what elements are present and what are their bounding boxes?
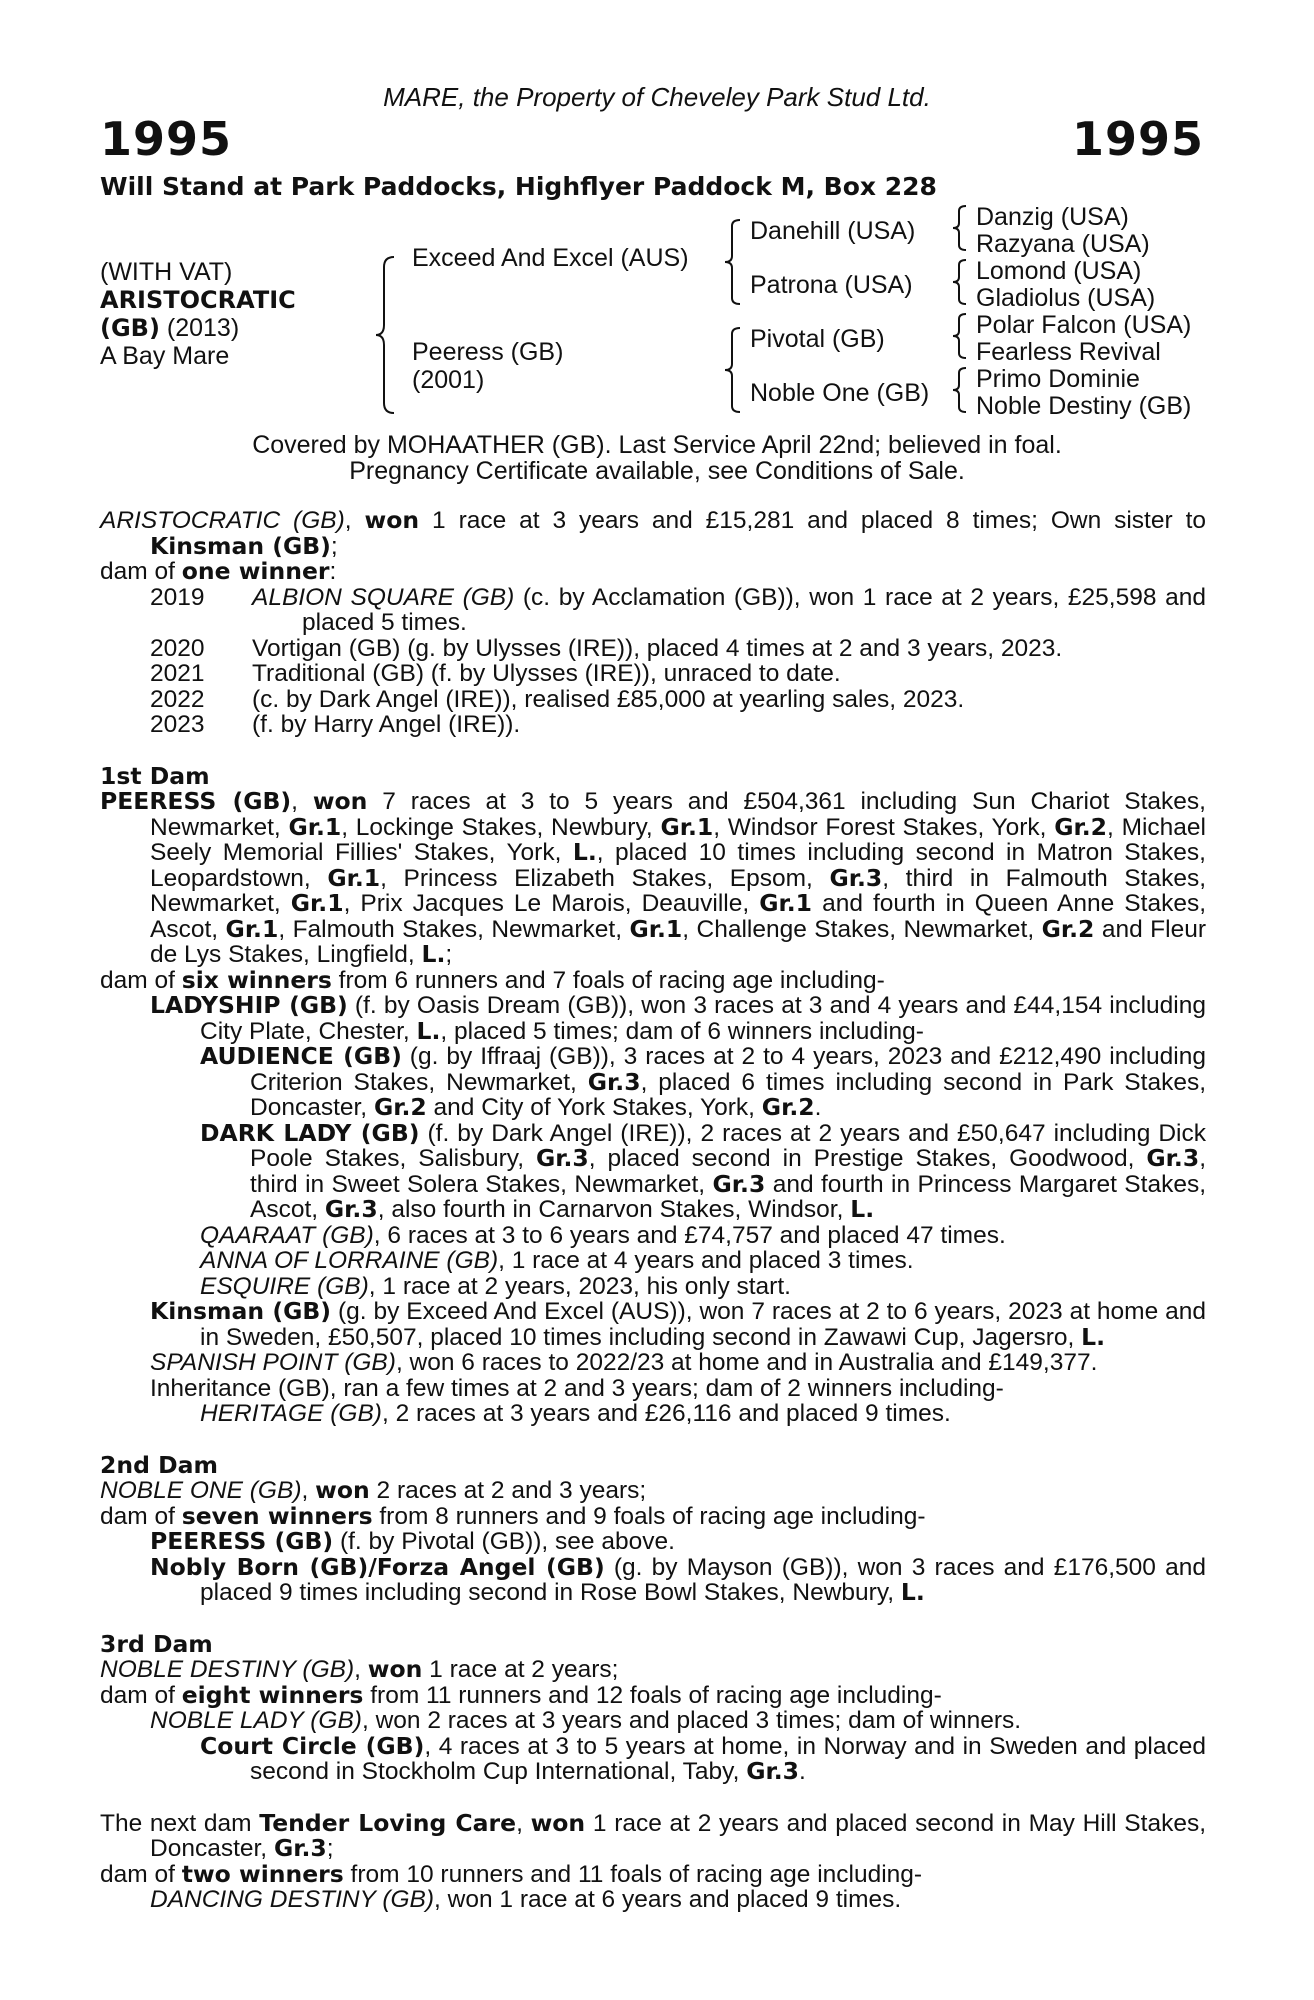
winners-count: eight winners: [181, 1680, 364, 1709]
won-label: won: [530, 1808, 586, 1837]
pedigree-dam-year: (2001): [412, 366, 485, 394]
property-line: MARE, the Property of Cheveley Park Stud Ltd.: [383, 82, 931, 112]
pedigree-brace-1: [372, 255, 398, 415]
text: The next dam: [100, 1809, 260, 1837]
winners-count: six winners: [181, 965, 332, 994]
covered-line-1: Covered by MOHAATHER (GB). Last Service April 22nd; believed in foal.: [252, 431, 1062, 459]
progeny-row: [100, 636, 1206, 662]
progeny-text: [252, 585, 1206, 636]
text: , placed 5 times; dam of 6 winners including-: [440, 1017, 924, 1045]
text: (g. by Exceed And Excel (AUS)), won 7 races at 2 to 6 years, 2023 at home and in Sweden, £50,507, placed 10 times including second in Zawawi Cup, Jagersro,: [200, 1298, 1207, 1351]
progeny-name: HERITAGE (GB): [200, 1400, 382, 1427]
intro-end: ;: [330, 532, 338, 560]
text: .: [799, 1758, 806, 1785]
winners-count: two winners: [181, 1859, 344, 1888]
text: , third in Sweet Solera Stakes, Newmarket,: [250, 1145, 1206, 1198]
pedigree-dam-sire: Pivotal (GB): [750, 325, 885, 353]
dam-of: dam of: [100, 1502, 182, 1530]
text: , Prix Jacques Le Marois, Deauville,: [343, 890, 760, 917]
won-label: won: [364, 506, 420, 534]
horse-description: A Bay Mare: [100, 342, 230, 370]
dam-name: NOBLE DESTINY (GB): [100, 1656, 355, 1683]
second-dam-record: [100, 1478, 1206, 1504]
text: and fourth in Queen Anne Stakes, Ascot,: [150, 890, 1207, 943]
text: and City of York Stakes, York,: [426, 1094, 762, 1121]
text: , won 1 race at 6 years and placed 9 times.: [434, 1886, 902, 1913]
progeny-name: Kinsman (GB): [150, 1297, 332, 1325]
dam-of: dam of: [100, 1681, 182, 1709]
grade: Gr.3: [587, 1067, 641, 1096]
sister-name: Kinsman (GB): [150, 531, 331, 560]
horse-year: (2013): [166, 314, 240, 342]
pedigree-brace-5: [950, 258, 970, 306]
grade: Gr.1: [288, 812, 342, 841]
next-dam-produce: [100, 1859, 1206, 1888]
progeny-detail: Vortigan (GB) (g. by Ulysses (IRE)), placed 4 times at 2 and 3 years, 2023.: [252, 634, 1063, 662]
progeny-year: 2022: [150, 685, 205, 713]
text: (g. by Mayson (GB)), won 3 races and £176,500 and placed 9 times including second in Rose Bowl Stakes, Newbury,: [200, 1553, 1206, 1606]
grade: Gr.3: [746, 1757, 799, 1785]
text: 1 race at 2 years;: [422, 1656, 619, 1683]
colon: :: [329, 558, 337, 585]
text: and Fleur de Lys Stakes, Lingfield,: [150, 915, 1206, 968]
pedigree-brace-4: [950, 204, 970, 252]
grade: Gr.3: [712, 1169, 766, 1198]
progeny-name: Court Circle (GB): [200, 1731, 425, 1760]
text: from 8 runners and 9 foals of racing age including-: [372, 1502, 926, 1530]
third-dam-record: [100, 1657, 1206, 1683]
pedigree-dsd: Fearless Revival: [976, 338, 1161, 366]
grade: Gr.2: [1054, 812, 1108, 841]
horse-country-year: [100, 314, 239, 342]
text: ;: [445, 941, 453, 968]
pedigree-brace-7: [950, 366, 970, 414]
spanish-point-entry: [100, 1350, 1206, 1376]
text: ;: [326, 1835, 334, 1862]
pedigree-brace-6: [950, 312, 970, 360]
grade: Gr.3: [324, 1195, 378, 1223]
text: , 6 races at 3 to 6 years and £74,757 and placed 47 times.: [373, 1221, 1006, 1249]
text: .: [814, 1094, 822, 1121]
dancing-destiny-entry: [100, 1887, 1206, 1913]
lot-number-right: 1995: [1071, 112, 1204, 166]
progeny-name: AUDIENCE (GB): [200, 1042, 402, 1070]
progeny-name: ESQUIRE (GB): [200, 1272, 369, 1300]
progeny-name: ANNA OF LORRAINE (GB): [200, 1247, 499, 1274]
nobly-born-entry: [100, 1552, 1206, 1606]
second-dam-heading: 2nd Dam: [100, 1450, 218, 1479]
text: and fourth in Princess Margaret Stakes, Ascot,: [250, 1170, 1207, 1223]
text: , Challenge Stakes, Newmarket,: [682, 915, 1042, 943]
progeny-name: Nobly Born (GB)/Forza Angel (GB): [150, 1552, 605, 1581]
progeny-name: ALBION SQUARE (GB): [252, 583, 515, 611]
grade: Gr.1: [759, 889, 813, 917]
pedigree-sire: Exceed And Excel (AUS): [412, 244, 689, 272]
text: , Windsor Forest Stakes, York,: [713, 813, 1055, 841]
winners-count: one winner: [181, 557, 330, 585]
first-dam-produce: [100, 965, 1206, 994]
progeny-name: DANCING DESTINY (GB): [150, 1886, 435, 1913]
progeny-name: QAARAAT (GB): [200, 1221, 374, 1249]
first-dam-record: PEERESS (GB), won 7 races at 3 to 5 years and £504,361 including Sun Chariot Stakes, Newmarket, Gr.1, Lockinge Stakes, Newbury, Gr.1, Windsor Forest Stakes, York, Gr.2, Michael Seely Memorial Fillies' Stakes, York, L., placed 10 times including second in Matron Stakes, Leopardstown, Gr.1, Princess Elizabeth Stakes, Epsom, Gr.3, third in Falmouth Stakes, Newmarket, Gr.1, Prix Jacques Le Marois, Deauville, Gr.1 and fourth in Queen Anne Stakes, Ascot, Gr.1, Falmouth Stakes, Newmarket, Gr.1, Challenge Stakes, Newmarket, Gr.2 and Fleur de Lys Stakes, Lingfield, L.;: [100, 787, 1207, 968]
progeny-detail: (c. by Dark Angel (IRE)), realised £85,000 at yearling sales, 2023.: [252, 685, 965, 713]
grade: L.: [572, 838, 597, 866]
stand-location: Will Stand at Park Paddocks, Highflyer Paddock M, Box 228: [100, 172, 937, 201]
pedigree-sdd: Gladiolus (USA): [976, 284, 1156, 312]
text: , Michael Seely Memorial Fillies' Stakes, York,: [150, 813, 1206, 866]
grade: Gr.1: [290, 889, 344, 917]
progeny-name: DARK LADY (GB): [200, 1118, 420, 1147]
sep: ,: [516, 1809, 531, 1837]
peeress-entry: [100, 1529, 1206, 1555]
esquire-entry: [100, 1274, 1206, 1300]
pedigree-sds: Lomond (USA): [976, 257, 1142, 285]
pedigree-brace-3: [722, 326, 744, 414]
kinsman-entry: [100, 1299, 1206, 1350]
ladyship-entry: [100, 993, 1206, 1044]
grade: L.: [416, 1016, 441, 1045]
progeny-row: [100, 585, 1206, 636]
next-dam-record: [100, 1808, 1206, 1862]
grade: Gr.1: [629, 914, 683, 943]
progeny-year: 2019: [150, 583, 205, 611]
third-dam-heading: 3rd Dam: [100, 1629, 213, 1658]
progeny-row: [100, 687, 1206, 713]
progeny-row: [100, 661, 1206, 687]
pedigree-brace-2: [722, 218, 744, 306]
pedigree-dam-dam: Noble One (GB): [750, 379, 930, 407]
grade: Gr.2: [1041, 914, 1095, 943]
sep: ,: [301, 1477, 316, 1504]
intro-text: 1 race at 3 years and £15,281 and placed 8 times; Own sister to: [419, 507, 1206, 534]
dam-of: dam of: [100, 558, 182, 585]
anna-entry: [100, 1248, 1206, 1274]
text: , 2 races at 3 years and £26,116 and placed 9 times.: [381, 1400, 951, 1427]
grade: Gr.1: [225, 914, 279, 943]
progeny-name: NOBLE LADY (GB): [150, 1707, 362, 1734]
progeny-year: 2020: [150, 634, 205, 662]
text: , won 6 races to 2022/23 at home and in Australia and £149,377.: [395, 1349, 1098, 1376]
grade: Gr.3: [1146, 1144, 1200, 1172]
text: , Lockinge Stakes, Newbury,: [341, 813, 661, 841]
progeny-detail: (f. by Harry Angel (IRE)).: [252, 711, 521, 738]
text: (f. by Dark Angel (IRE)), 2 races at 2 years and £50,647 including Dick Poole Stakes, Salisbury,: [250, 1119, 1206, 1172]
text: 1 race at 2 years and placed second in May Hill Stakes, Doncaster,: [150, 1809, 1206, 1862]
text: , won 2 races at 3 years and placed 3 times; dam of winners.: [361, 1707, 1022, 1734]
pedigree-sire-sire: Danehill (USA): [750, 217, 916, 245]
third-dam-produce: [100, 1680, 1206, 1709]
qaaraat-entry: [100, 1223, 1206, 1249]
second-dam-produce: [100, 1501, 1206, 1530]
intro-paragraph: [100, 508, 1206, 559]
progeny-year: 2021: [150, 660, 205, 687]
dam-of: dam of: [100, 966, 182, 994]
pedigree-sire-dam: Patrona (USA): [750, 271, 913, 299]
pedigree-ssd: Razyana (USA): [976, 230, 1150, 258]
progeny-name: PEERESS (GB): [150, 1527, 334, 1555]
noble-lady-entry: [100, 1708, 1206, 1734]
grade: Gr.3: [273, 1834, 327, 1862]
grade: Gr.3: [535, 1144, 589, 1172]
text: , placed 6 times including second in Park Stakes, Doncaster,: [250, 1068, 1207, 1121]
grade: L.: [850, 1195, 875, 1223]
vat-note: (WITH VAT): [100, 258, 233, 286]
catalogue-body: [100, 508, 1206, 1913]
text: , 1 race at 4 years and placed 3 times.: [498, 1247, 914, 1274]
grade: L.: [900, 1578, 925, 1606]
grade: Gr.1: [327, 863, 381, 892]
dark-lady-entry: [100, 1118, 1207, 1223]
progeny-detail: (c. by Acclamation (GB)), won 1 race at 2 years, £25,598 and placed 5 times.: [302, 583, 1206, 636]
progeny-list: [100, 585, 1206, 738]
won-label: won: [312, 787, 368, 815]
heritage-entry: [100, 1401, 1206, 1427]
text: from 6 runners and 7 foals of racing age including-: [331, 966, 885, 994]
pedigree-dds: Primo Dominie: [976, 365, 1140, 393]
winners-count: seven winners: [181, 1501, 373, 1530]
pedigree-dam: Peeress (GB): [412, 338, 564, 366]
text: (f. by Pivotal (GB)), see above.: [333, 1528, 675, 1555]
text: , Princess Elizabeth Stakes, Epsom,: [380, 864, 830, 892]
text: from 11 runners and 12 foals of racing age including-: [363, 1681, 942, 1709]
text: , placed 10 times including second in Matron Stakes, Leopardstown,: [150, 839, 1206, 892]
pedigree-ddd: Noble Destiny (GB): [976, 392, 1192, 420]
pedigree-dss: Polar Falcon (USA): [976, 311, 1192, 339]
text: , 1 race at 2 years, 2023, his only start.: [368, 1272, 791, 1300]
progeny-detail: Traditional (GB) (f. by Ulysses (IRE)), unraced to date.: [252, 660, 841, 687]
grade: Gr.1: [660, 812, 714, 841]
dam-name: PEERESS (GB): [100, 787, 292, 815]
text: from 10 runners and 11 foals of racing age including-: [343, 1860, 923, 1888]
sep: ,: [344, 507, 365, 534]
text: , 4 races at 3 to 5 years at home, in Norway and in Sweden and placed second in Stockholm Cup International, Taby,: [250, 1732, 1206, 1785]
court-circle-entry: [100, 1731, 1206, 1785]
grade: Gr.2: [373, 1093, 427, 1121]
horse-name: ARISTOCRATIC: [100, 286, 296, 314]
inheritance-entry: Inheritance (GB), ran a few times at 2 and 3 years; dam of 2 winners including-: [150, 1374, 1004, 1402]
text: , Falmouth Stakes, Newmarket,: [278, 915, 630, 943]
grade: L.: [1081, 1322, 1106, 1351]
progeny-row: [100, 712, 1206, 738]
text: 2 races at 2 and 3 years;: [369, 1477, 647, 1504]
audience-entry: [100, 1044, 1206, 1121]
text: , third in Falmouth Stakes, Newmarket,: [150, 864, 1207, 917]
horse-country: (GB): [100, 314, 160, 342]
first-dam-heading: 1st Dam: [100, 761, 210, 790]
won-label: won: [315, 1476, 370, 1504]
grade: L.: [421, 940, 446, 968]
text: , also fourth in Carnarvon Stakes, Windsor,: [377, 1196, 851, 1223]
dam-name: NOBLE ONE (GB): [100, 1477, 302, 1504]
dam-of: dam of: [100, 1860, 182, 1888]
text: (f. by Oasis Dream (GB)), won 3 races at 3 and 4 years and £44,154 including City Plate, Chester,: [200, 992, 1206, 1045]
intro-dam-of: [100, 559, 1206, 585]
horse-name-italic: ARISTOCRATIC (GB): [100, 507, 345, 534]
dam-name: Tender Loving Care: [259, 1808, 517, 1837]
covered-note: [0, 432, 1314, 484]
lot-number-left: 1995: [100, 112, 233, 166]
text: , placed second in Prestige Stakes, Goodwood,: [588, 1145, 1147, 1172]
pedigree-sss: Danzig (USA): [976, 203, 1129, 231]
covered-line-2: Pregnancy Certificate available, see Conditions of Sale.: [349, 457, 965, 485]
progeny-name: LADYSHIP (GB): [150, 991, 348, 1019]
sep: ,: [354, 1656, 368, 1683]
grade: Gr.2: [761, 1093, 815, 1121]
text: 7 races at 3 to 5 years and £504,361 including Sun Chariot Stakes, Newmarket,: [150, 788, 1206, 841]
text: (g. by Iffraaj (GB)), 3 races at 2 to 4 years, 2023 and £212,490 including Criterion Stakes, Newmarket,: [250, 1043, 1206, 1096]
grade: Gr.3: [829, 863, 883, 892]
progeny-name: SPANISH POINT (GB): [150, 1349, 396, 1376]
progeny-year: 2023: [150, 711, 205, 738]
won-label: won: [367, 1655, 423, 1683]
